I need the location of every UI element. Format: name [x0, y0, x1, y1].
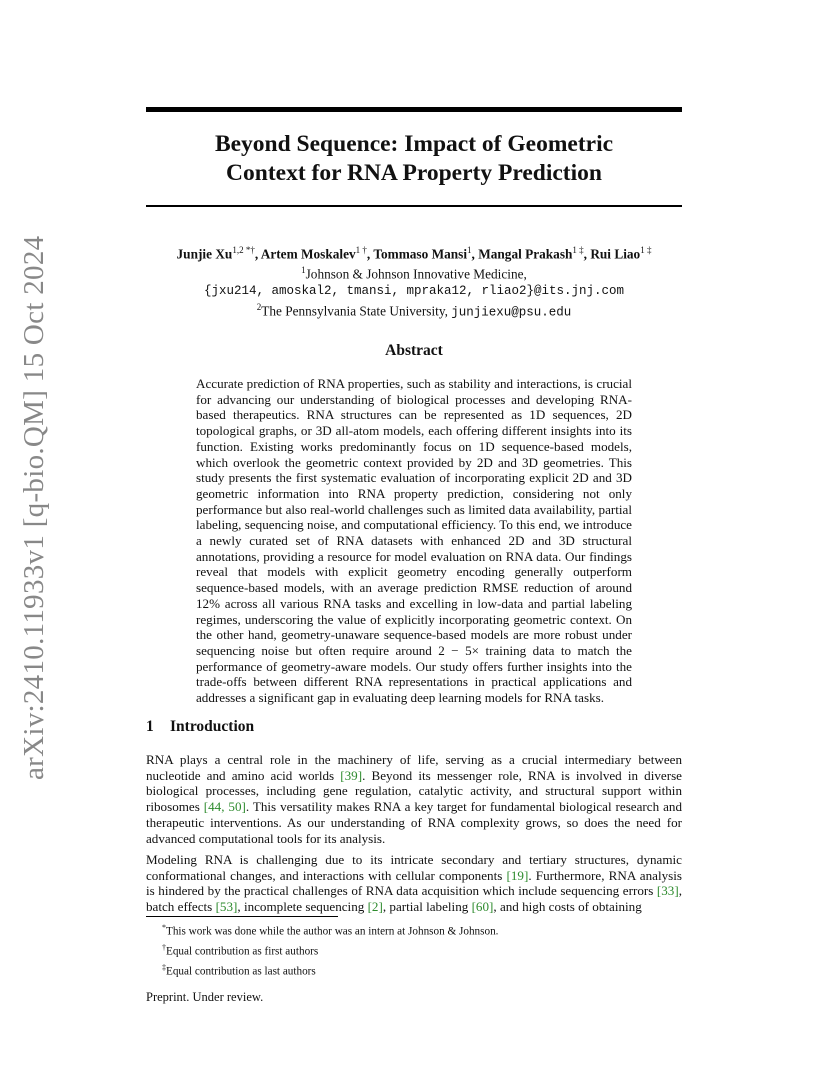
- author-affil-mark: 1: [467, 245, 472, 255]
- author-block: [120, 242, 708, 320]
- section-title: Introduction: [170, 718, 255, 735]
- arxiv-side-stamp: arXiv:2410.11933v1 [q-bio.QM] 15 Oct 2024: [18, 235, 50, 780]
- citation-link[interactable]: [2]: [367, 899, 383, 915]
- citation-link[interactable]: [33]: [656, 883, 679, 899]
- citation-link[interactable]: [39]: [340, 767, 363, 783]
- footnote: *This work was done while the author was an intern at Johnson & Johnson.: [162, 923, 499, 938]
- author-name: Junjie Xu: [176, 246, 233, 262]
- abstract-text: Accurate prediction of RNA properties, such as stability and interactions, is crucial for advancing our understanding of biological processes and developing RNA-based therapeutics. RNA structures can be represented as 1D sequences, 2D topological graphs, or 3D all-atom models, each offering different insights into its function. Existing works predominantly focus on 1D sequence-based models, which overlook the geometric context provided by 2D and 3D geometries. This study presents the first systematic evaluation of incorporating explicit 2D and 3D geometric information into RNA property prediction, considering not only performance but also real-world challenges such as limited data availability, partial labeling, sequencing noise, and computational efficiency. To this end, we introduce a newly curated set of RNA datasets with enhanced 2D and 3D structural annotations, providing a resource for model evaluation on RNA data. Our findings reveal that models with explicit geometry encoding generally outperform sequence-based models, with an average prediction RMSE reduction of around 12% across all various RNA tasks and excelling in low-data and partial labeling regimes, underscoring the value of explicitly incorporating geometric context. On the other hand, geometry-unaware sequence-based models are more robust under sequencing noise but often require around 2 − 5× training data to match the performance of geometry-aware models. Our study offers further insights into the trade-offs between different RNA representations in practical applications and addresses a significant gap in evaluating deep learning models for RNA tasks.: [196, 376, 632, 706]
- author-affil-mark: 1,2 *†: [232, 245, 255, 255]
- citation-link[interactable]: [44, 50]: [203, 799, 246, 815]
- footnote: ‡Equal contribution as last authors: [162, 963, 316, 978]
- title-line-1: Beyond Sequence: Impact of Geometric: [214, 131, 614, 157]
- author-name: Mangal Prakash: [478, 246, 573, 262]
- title-top-rule: [146, 107, 682, 112]
- section-heading: [146, 718, 254, 736]
- title-line-2: Context for RNA Property Prediction: [226, 160, 602, 186]
- footnote: †Equal contribution as first authors: [162, 943, 319, 958]
- intro-paragraph-1: RNA plays a central role in the machinery of life, serving as a crucial intermediary between nucleotide and amino acid worlds [39]. Beyond its messenger role, RNA is involved in diverse biological processes, including gene regulation, catalytic activity, and structural support within ribosomes [44, 50]. This versatility makes RNA a key target for fundamental biological research and therapeutic interventions. As our understanding of RNA complexity grows, so does the need for advanced computational tools for its analysis.: [146, 752, 682, 846]
- author-affil-mark: 1 ‡: [572, 245, 584, 255]
- email-2: junjiexu@psu.edu: [451, 305, 572, 320]
- author-affil-mark: 1 †: [355, 245, 367, 255]
- abstract-heading: Abstract: [385, 342, 443, 359]
- citation-link[interactable]: [60]: [471, 899, 494, 915]
- affiliation-2: $^2$The Pennsylvania State University, junjiexu@psu.edu: [256, 301, 572, 320]
- paper-title: [146, 130, 682, 188]
- author-name: Tommaso Mansi: [373, 246, 468, 262]
- affiliation-1: $^1$Johnson & Johnson Innovative Medicine,: [301, 265, 527, 282]
- citation-link[interactable]: [19]: [506, 867, 529, 883]
- title-bottom-rule: [146, 205, 682, 207]
- footnote-rule: [146, 916, 338, 917]
- intro-paragraph-2: Modeling RNA is challenging due to its intricate secondary and tertiary structures, dynamic conformational changes, and interactions with cellular components [19]. Furthermore, RNA analysis is hindered by the practical challenges of RNA data acquisition which include sequencing errors [33], batch effects [53], incomplete sequencing [2], partial labeling [60], and high costs of obtaining: [146, 852, 682, 915]
- author-name: Rui Liao: [590, 246, 641, 262]
- footnotes: [162, 920, 498, 980]
- citation-link[interactable]: [53]: [215, 899, 238, 915]
- preprint-note: Preprint. Under review.: [146, 990, 264, 1004]
- author-affil-mark: 1 ‡: [640, 245, 652, 255]
- author-name: Artem Moskalev: [260, 246, 356, 262]
- section-number: 1: [146, 718, 154, 735]
- author-names: Junjie $Xu^{1,2 *\dagger}$, Artem Moskalev$^{1 \dagger}$, Tommaso Mansi$^1$, Mangal Prakash$^{1 \ddagger}$, Rui Liao$^{1 \ddagger}$: [176, 245, 652, 262]
- email-list: {jxu214, amoskal2, tmansi, mpraka12, rliao2}@its.jnj.com: [203, 283, 625, 298]
